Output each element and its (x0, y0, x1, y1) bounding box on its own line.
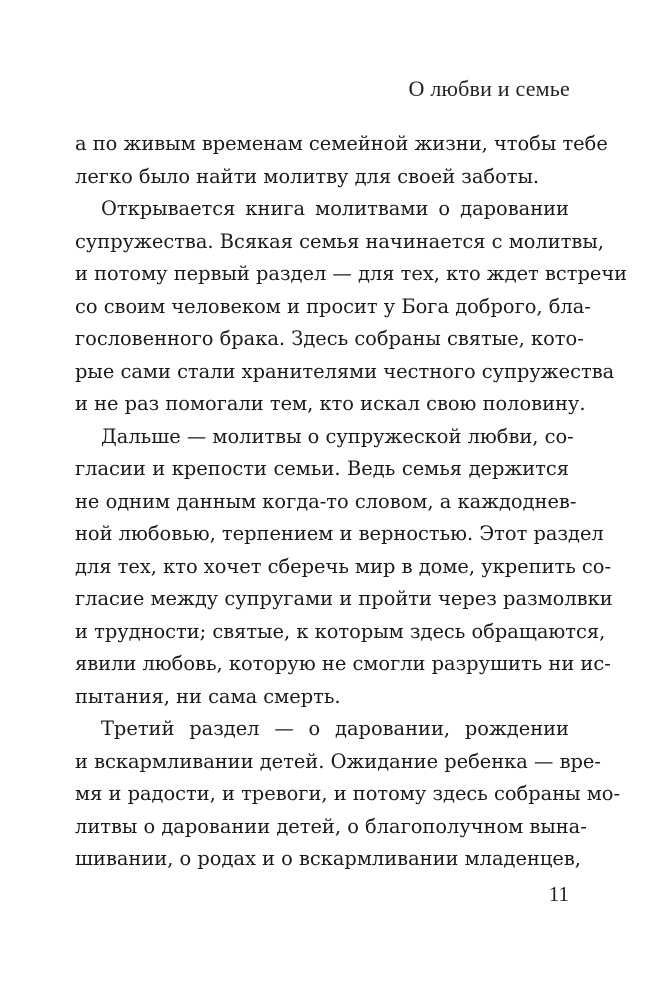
text-line: супружества. Всякая семья начинается с молитвы, (75, 229, 604, 253)
text-line: рые сами стали хранителями честного супружества (75, 359, 615, 383)
text-line: а по живым временам семейной жизни, чтобы тебе (75, 132, 608, 155)
text-line: для тех, кто хочет сберечь мир в доме, укрепить со- (75, 554, 611, 578)
text-line: Дальше — молитвы о супружеской любви, со- (101, 424, 574, 448)
text-line: гласии и крепости семьи. Ведь семья держится (75, 457, 569, 480)
text-line: ной любовью, терпением и верностью. Этот раздел (75, 522, 604, 545)
text-line: гословенного брака. Здесь собраны святые, кото- (75, 327, 584, 350)
text-line: и потому первый раздел — для тех, кто ждет встречи (75, 262, 628, 285)
page-number: 11 (548, 882, 569, 906)
text-line: мя и радости, и тревоги, и потому здесь собраны мо- (75, 782, 621, 805)
text-line: и не раз помогали тем, кто искал свою половину. (75, 392, 586, 415)
text-line: литвы о даровании детей, о благополучном вына- (75, 814, 587, 838)
running-head: О любви и семье (408, 76, 570, 101)
text-line: легко было найти молитву для своей заботы. (75, 164, 540, 188)
text-line: Третий раздел — о даровании, рождении (101, 717, 569, 740)
text-line: и трудности; святые, к которым здесь обращаются, (75, 619, 606, 643)
text-line: пытания, ни сама смерть. (75, 684, 341, 708)
text-line: со своим человеком и просит у Бога доброго, бла- (75, 294, 591, 318)
text-line: и вскармливании детей. Ожидание ребенка — вре- (75, 749, 601, 773)
text-line: шивании, о родах и о вскармливании младенцев, (75, 847, 581, 870)
text-line: явили любовь, которую не смогли разрушить ни ис- (75, 652, 611, 675)
text-line: гласие между супругами и пройти через размолвки (75, 587, 613, 610)
text-line: не одним данным когда-то словом, а каждоднев- (75, 489, 577, 513)
body-text (75, 128, 628, 876)
text-line: Открывается книга молитвами о даровании (101, 197, 569, 220)
